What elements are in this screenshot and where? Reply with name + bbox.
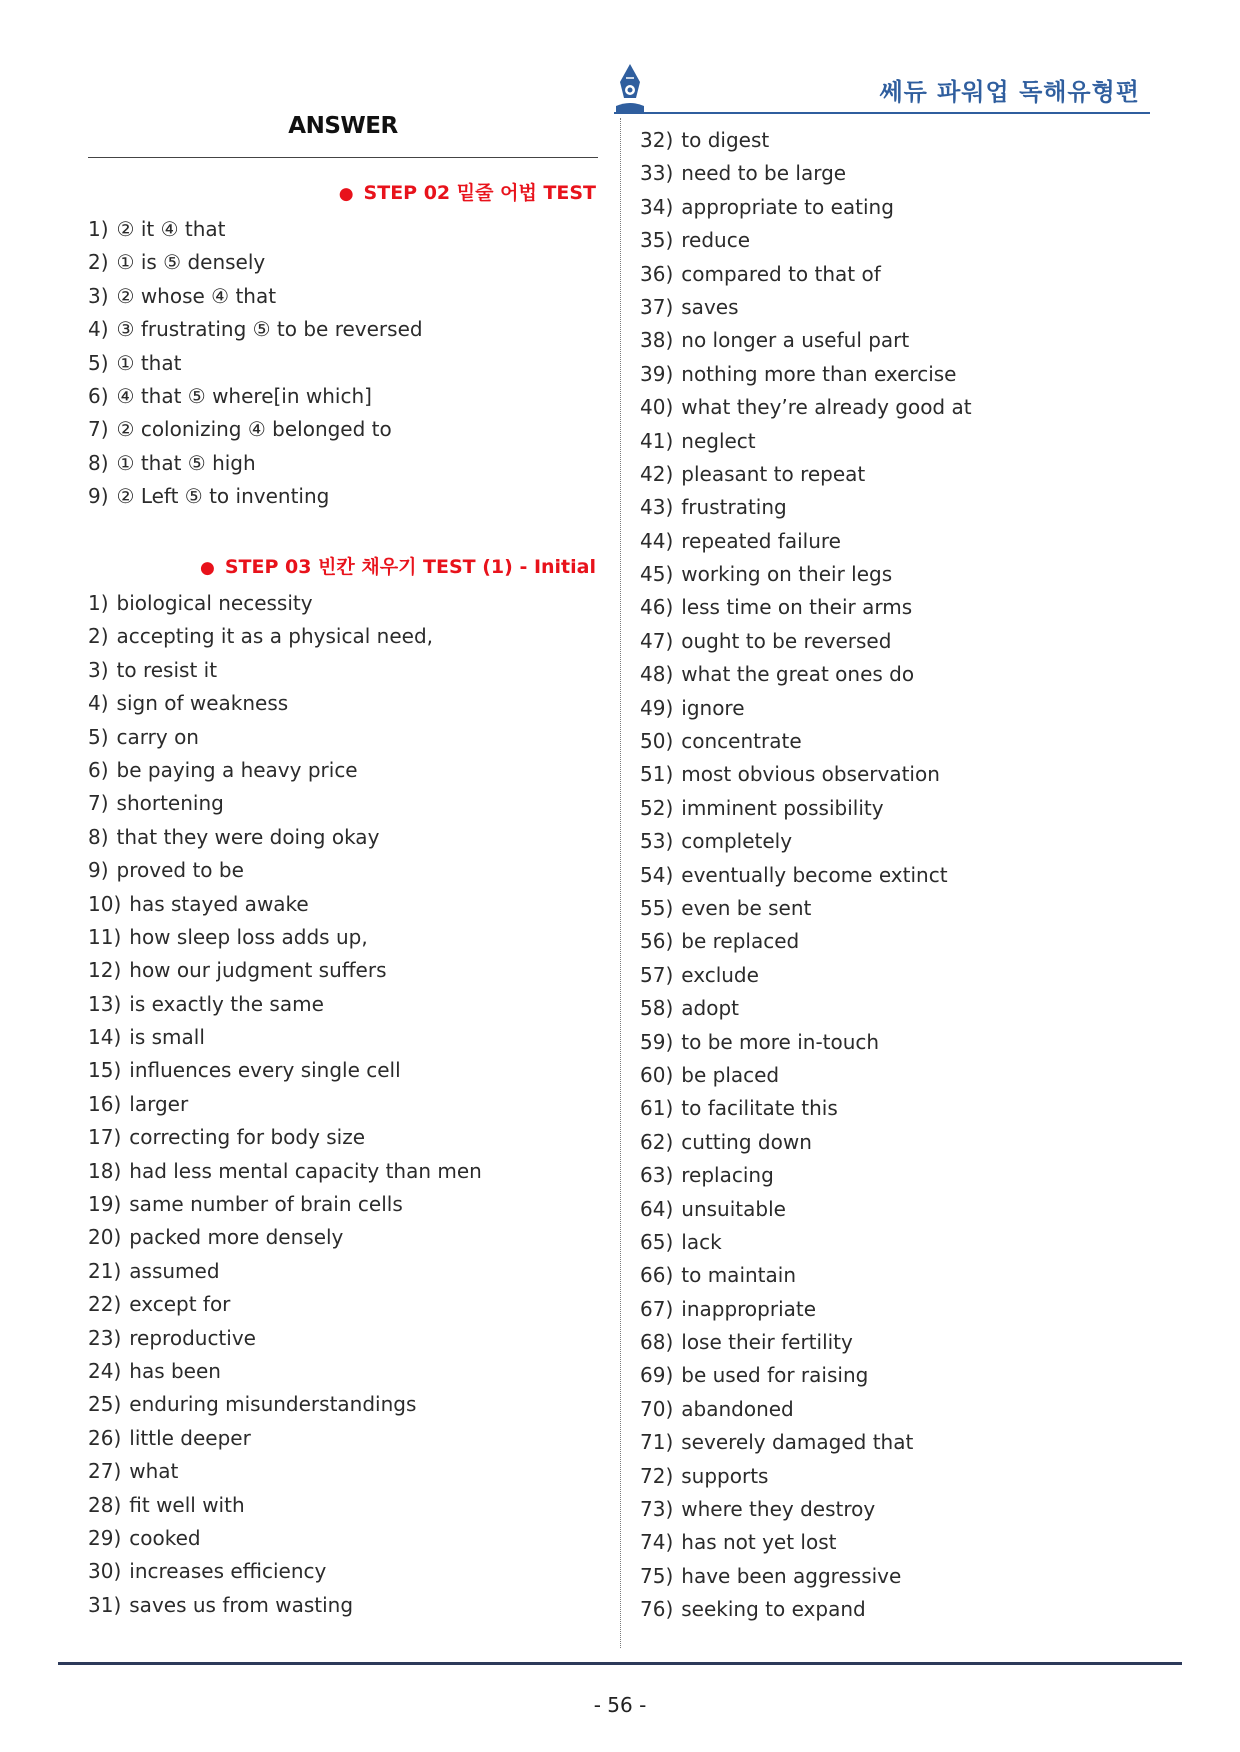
answer-number: 26): [88, 1425, 122, 1450]
answer-item: [640, 1059, 972, 1092]
answer-item: [640, 1193, 972, 1226]
answer-item: [640, 458, 972, 491]
answer-item: [88, 1555, 482, 1588]
answer-number: 75): [640, 1563, 674, 1588]
answer-number: 5): [88, 724, 109, 749]
answer-number: 72): [640, 1463, 674, 1488]
answer-item: [88, 413, 423, 446]
step03-heading: [200, 552, 596, 579]
answer-text: have been aggressive: [681, 1563, 902, 1588]
answer-text: that they were doing okay: [116, 824, 380, 849]
answer-text: frustrating: [681, 495, 787, 520]
answer-item: [88, 447, 423, 480]
answer-text: correcting for body size: [129, 1125, 366, 1150]
answer-item: [88, 1255, 482, 1288]
answer-number: 3): [88, 283, 109, 308]
answer-number: 15): [88, 1058, 122, 1083]
answer-number: 61): [640, 1096, 674, 1121]
answer-text: fit well with: [129, 1492, 245, 1517]
answer-text: appropriate to eating: [681, 194, 894, 219]
answer-number: 13): [88, 991, 122, 1016]
answer-item: [640, 1526, 972, 1559]
answer-item: [88, 1054, 482, 1087]
answer-text: to resist it: [116, 657, 218, 682]
answer-item: [88, 1155, 482, 1188]
answer-item: [640, 1460, 972, 1493]
answer-item: [88, 246, 423, 279]
answer-text: ④ that ⑤ where[in which]: [116, 383, 372, 408]
answer-number: 7): [88, 417, 109, 442]
answer-item: [640, 224, 972, 257]
answer-item: [88, 921, 482, 954]
answer-text: reproductive: [129, 1325, 256, 1350]
answer-item: [640, 658, 972, 691]
answer-text: accepting it as a physical need,: [116, 624, 433, 649]
answer-number: 14): [88, 1025, 122, 1050]
answer-item: [88, 787, 482, 820]
answer-item: [640, 324, 972, 357]
answer-item: [88, 1188, 482, 1221]
answer-number: 60): [640, 1062, 674, 1087]
answer-number: 8): [88, 824, 109, 849]
answer-text: nothing more than exercise: [681, 361, 957, 386]
answer-text: saves us from wasting: [129, 1592, 354, 1617]
left-column: [88, 0, 598, 1700]
answer-item: [88, 347, 423, 380]
answer-item: [88, 620, 482, 653]
answer-number: 44): [640, 528, 674, 553]
answer-text: has stayed awake: [129, 891, 309, 916]
answer-text: completely: [681, 829, 793, 854]
answer-number: 19): [88, 1192, 122, 1217]
answer-number: 65): [640, 1229, 674, 1254]
answer-text: ② whose ④ that: [116, 283, 277, 308]
answer-number: 57): [640, 962, 674, 987]
answer-text: working on their legs: [681, 562, 893, 587]
answer-rule: [88, 157, 598, 158]
right-column: [640, 0, 1140, 1700]
answer-number: 62): [640, 1129, 674, 1154]
answer-number: 12): [88, 958, 122, 983]
step03-heading-text: STEP 03 빈칸 채우기 TEST (1) - Initial: [224, 556, 596, 578]
answer-number: 74): [640, 1530, 674, 1555]
answer-text: no longer a useful part: [681, 328, 910, 353]
answer-text: ② colonizing ④ belonged to: [116, 417, 392, 442]
answer-number: 36): [640, 261, 674, 286]
answer-item: [640, 1493, 972, 1526]
answer-number: 63): [640, 1163, 674, 1188]
answer-number: 41): [640, 428, 674, 453]
answer-number: 11): [88, 924, 122, 949]
answer-number: 28): [88, 1492, 122, 1517]
answer-number: 18): [88, 1158, 122, 1183]
answer-item: [640, 758, 972, 791]
answer-item: [640, 591, 972, 624]
answer-text: increases efficiency: [129, 1559, 327, 1584]
answer-text: enduring misunderstandings: [129, 1392, 417, 1417]
answer-item: [640, 1326, 972, 1359]
answer-item: [88, 1322, 482, 1355]
answer-number: 64): [640, 1196, 674, 1221]
step03-answer-list-left: [88, 587, 482, 1622]
answer-number: 40): [640, 395, 674, 420]
answer-text: has not yet lost: [681, 1530, 837, 1555]
answer-number: 35): [640, 228, 674, 253]
answer-text: supports: [681, 1463, 769, 1488]
answer-number: 8): [88, 450, 109, 475]
answer-item: [640, 1293, 972, 1326]
answer-text: need to be large: [681, 161, 847, 186]
answer-text: shortening: [116, 791, 224, 816]
answer-number: 9): [88, 484, 109, 509]
answer-text: seeking to expand: [681, 1597, 866, 1622]
answer-item: [640, 959, 972, 992]
answer-number: 22): [88, 1292, 122, 1317]
column-divider: [620, 118, 621, 1648]
answer-text: has been: [129, 1358, 221, 1383]
answer-text: packed more densely: [129, 1225, 344, 1250]
answer-item: [640, 191, 972, 224]
answer-text: how sleep loss adds up,: [129, 924, 368, 949]
answer-item: [88, 480, 423, 513]
step02-heading-text: STEP 02 밑줄 어법 TEST: [363, 182, 596, 204]
answer-text: ① that ⑤ high: [116, 450, 256, 475]
answer-number: 4): [88, 691, 109, 716]
answer-number: 45): [640, 562, 674, 587]
answer-text: ought to be reversed: [681, 628, 892, 653]
answer-item: [640, 1259, 972, 1292]
step02-heading: [339, 178, 596, 205]
answer-text: replacing: [681, 1163, 774, 1188]
answer-number: 66): [640, 1263, 674, 1288]
answer-item: [88, 280, 423, 313]
answer-number: 23): [88, 1325, 122, 1350]
answer-number: 76): [640, 1597, 674, 1622]
answer-text: unsuitable: [681, 1196, 786, 1221]
answer-number: 42): [640, 461, 674, 486]
answer-text: even be sent: [681, 895, 812, 920]
footer-rule: [58, 1662, 1182, 1665]
answer-number: 50): [640, 729, 674, 754]
answer-text: neglect: [681, 428, 756, 453]
answer-text: carry on: [116, 724, 199, 749]
answer-number: 52): [640, 795, 674, 820]
answer-title: ANSWER: [288, 113, 398, 139]
answer-text: ② Left ⑤ to inventing: [116, 484, 330, 509]
answer-number: 73): [640, 1497, 674, 1522]
answer-text: be replaced: [681, 929, 800, 954]
answer-number: 54): [640, 862, 674, 887]
answer-number: 10): [88, 891, 122, 916]
answer-number: 53): [640, 829, 674, 854]
answer-item: [88, 687, 482, 720]
answer-number: 5): [88, 350, 109, 375]
answer-number: 6): [88, 757, 109, 782]
answer-text: be placed: [681, 1062, 780, 1087]
bullet-dot-icon: ●: [338, 184, 354, 204]
answer-number: 69): [640, 1363, 674, 1388]
answer-number: 48): [640, 662, 674, 687]
answer-text: imminent possibility: [681, 795, 884, 820]
answer-item: [88, 854, 482, 887]
answer-number: 24): [88, 1358, 122, 1383]
answer-text: most obvious observation: [681, 762, 940, 787]
answer-number: 39): [640, 361, 674, 386]
answer-text: be used for raising: [681, 1363, 869, 1388]
answer-number: 7): [88, 791, 109, 816]
answer-text: little deeper: [129, 1425, 251, 1450]
answer-text: ① that: [116, 350, 182, 375]
answer-text: sign of weakness: [116, 691, 289, 716]
answer-item: [88, 1288, 482, 1321]
answer-number: 21): [88, 1258, 122, 1283]
answer-text: cutting down: [681, 1129, 812, 1154]
answer-number: 9): [88, 858, 109, 883]
answer-item: [88, 1088, 482, 1121]
answer-number: 43): [640, 495, 674, 520]
answer-item: [640, 625, 972, 658]
answer-text: ① is ⑤ densely: [116, 250, 266, 275]
answer-number: 2): [88, 250, 109, 275]
answer-number: 58): [640, 996, 674, 1021]
answer-item: [640, 258, 972, 291]
answer-item: [640, 1560, 972, 1593]
answer-number: 33): [640, 161, 674, 186]
answer-item: [640, 1092, 972, 1125]
answer-number: 6): [88, 383, 109, 408]
answer-text: pleasant to repeat: [681, 461, 866, 486]
answer-text: larger: [129, 1091, 189, 1116]
answer-text: to maintain: [681, 1263, 797, 1288]
answer-item: [88, 1522, 482, 1555]
answer-item: [640, 1593, 972, 1626]
answer-text: eventually become extinct: [681, 862, 948, 887]
answer-item: [640, 425, 972, 458]
answer-item: [640, 892, 972, 925]
answer-number: 4): [88, 317, 109, 342]
answer-item: [640, 1359, 972, 1392]
answer-text: is small: [129, 1025, 205, 1050]
answer-number: 1): [88, 217, 109, 241]
answer-text: inappropriate: [681, 1296, 817, 1321]
answer-text: proved to be: [116, 858, 244, 883]
answer-item: [640, 1126, 972, 1159]
answer-item: [640, 291, 972, 324]
answer-item: [88, 587, 482, 620]
answer-item: [88, 654, 482, 687]
answer-item: [88, 213, 423, 246]
answer-number: 30): [88, 1559, 122, 1584]
answer-text: what the great ones do: [681, 662, 915, 687]
answer-number: 31): [88, 1592, 122, 1617]
answer-text: assumed: [129, 1258, 220, 1283]
answer-number: 38): [640, 328, 674, 353]
answer-text: adopt: [681, 996, 739, 1021]
answer-text: be paying a heavy price: [116, 757, 358, 782]
answer-text: abandoned: [681, 1396, 794, 1421]
answer-item: [640, 391, 972, 424]
answer-number: 55): [640, 895, 674, 920]
answer-number: 47): [640, 628, 674, 653]
answer-text: to facilitate this: [681, 1096, 838, 1121]
answer-number: 71): [640, 1430, 674, 1455]
answer-text: less time on their arms: [681, 595, 913, 620]
answer-number: 49): [640, 695, 674, 720]
answer-text: lose their fertility: [681, 1330, 853, 1355]
answer-number: 51): [640, 762, 674, 787]
answer-number: 32): [640, 128, 674, 152]
answer-item: [88, 1388, 482, 1421]
answer-item: [640, 1426, 972, 1459]
answer-text: repeated failure: [681, 528, 841, 553]
answer-text: how our judgment suffers: [129, 958, 387, 983]
answer-item: [88, 1422, 482, 1455]
answer-item: [640, 558, 972, 591]
answer-number: 2): [88, 624, 109, 649]
answer-text: lack: [681, 1229, 722, 1254]
answer-text: what: [129, 1459, 179, 1484]
answer-item: [640, 157, 972, 190]
answer-item: [88, 888, 482, 921]
answer-item: [88, 1589, 482, 1622]
answer-number: 3): [88, 657, 109, 682]
answer-text: ③ frustrating ⑤ to be reversed: [116, 317, 423, 342]
answer-item: [88, 1121, 482, 1154]
answer-item: [640, 1393, 972, 1426]
answer-item: [640, 859, 972, 892]
answer-number: 27): [88, 1459, 122, 1484]
answer-item: [640, 825, 972, 858]
answer-item: [640, 925, 972, 958]
answer-item: [88, 1355, 482, 1388]
answer-item: [88, 313, 423, 346]
answer-item: [640, 692, 972, 725]
answer-item: [88, 380, 423, 413]
answer-number: 29): [88, 1525, 122, 1550]
answer-text: severely damaged that: [681, 1430, 914, 1455]
answer-item: [640, 1159, 972, 1192]
answer-number: 70): [640, 1396, 674, 1421]
answer-text: compared to that of: [681, 261, 881, 286]
answer-number: 17): [88, 1125, 122, 1150]
answer-item: [640, 491, 972, 524]
answer-item: [88, 1221, 482, 1254]
answer-item: [640, 525, 972, 558]
answer-number: 67): [640, 1296, 674, 1321]
page-number: - 56 -: [593, 1693, 647, 1717]
answer-number: 37): [640, 294, 674, 319]
answer-text: except for: [129, 1292, 231, 1317]
answer-item: [640, 358, 972, 391]
answer-item: [88, 1455, 482, 1488]
answer-text: to be more in-touch: [681, 1029, 880, 1054]
answer-item: [88, 721, 482, 754]
answer-number: 20): [88, 1225, 122, 1250]
answer-item: [640, 992, 972, 1025]
answer-number: 25): [88, 1392, 122, 1417]
answer-number: 1): [88, 591, 109, 615]
answer-number: 56): [640, 929, 674, 954]
answer-item: [640, 124, 972, 157]
answer-number: 68): [640, 1330, 674, 1355]
answer-item: [640, 725, 972, 758]
answer-number: 34): [640, 194, 674, 219]
answer-item: [88, 988, 482, 1021]
answer-item: [88, 754, 482, 787]
answer-item: [88, 821, 482, 854]
answer-text: is exactly the same: [129, 991, 324, 1016]
bullet-dot-icon: ●: [199, 558, 215, 578]
step02-answer-list: [88, 213, 423, 514]
answer-text: saves: [681, 294, 739, 319]
answer-number: 16): [88, 1091, 122, 1116]
answer-item: [640, 1226, 972, 1259]
answer-text: had less mental capacity than men: [129, 1158, 482, 1183]
answer-item: [88, 954, 482, 987]
answer-number: 59): [640, 1029, 674, 1054]
answer-number: 46): [640, 595, 674, 620]
step03-answer-list-right: [640, 124, 972, 1627]
answer-text: where they destroy: [681, 1497, 876, 1522]
answer-text: exclude: [681, 962, 759, 987]
answer-text: concentrate: [681, 729, 802, 754]
answer-text: reduce: [681, 228, 751, 253]
answer-text: same number of brain cells: [129, 1192, 403, 1217]
answer-text: biological necessity: [116, 591, 313, 615]
answer-item: [88, 1489, 482, 1522]
answer-text: ② it ④ that: [116, 217, 226, 241]
answer-item: [640, 1026, 972, 1059]
answer-item: [88, 1021, 482, 1054]
answer-text: to digest: [681, 128, 770, 152]
answer-text: influences every single cell: [129, 1058, 401, 1083]
answer-text: what they’re already good at: [681, 395, 972, 420]
header-title: 쎄듀 파워업 독해유형편: [879, 78, 1140, 106]
answer-text: ignore: [681, 695, 745, 720]
answer-item: [640, 792, 972, 825]
answer-text: cooked: [129, 1525, 201, 1550]
